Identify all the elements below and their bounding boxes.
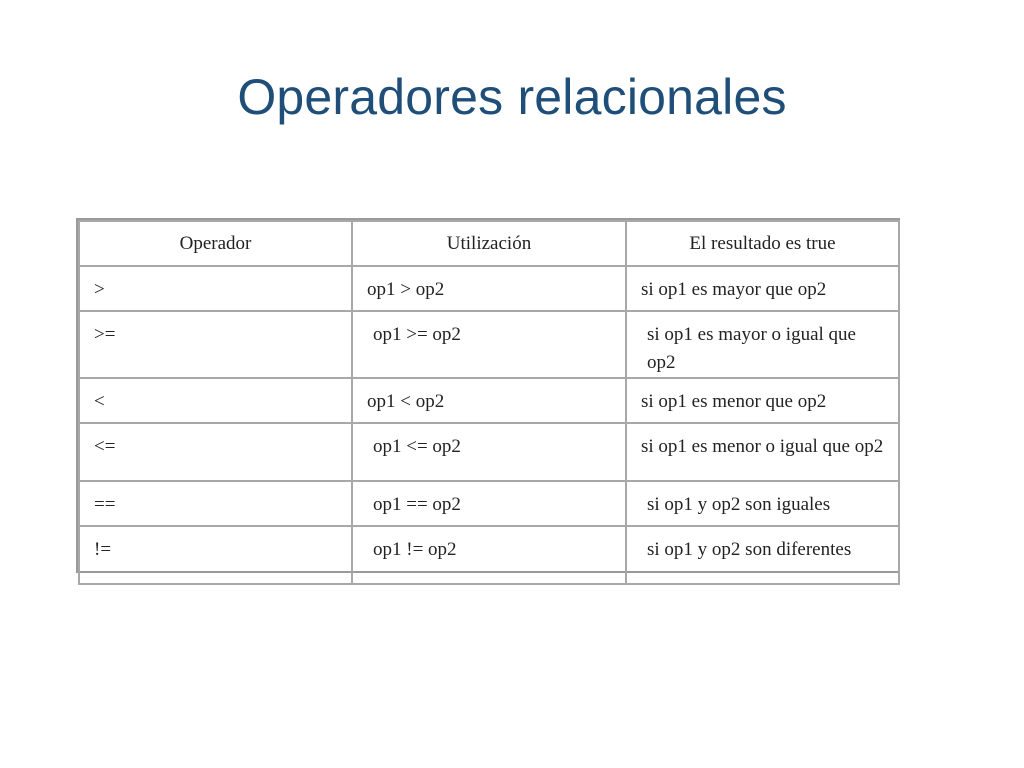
operators-table-container [76, 218, 900, 573]
column-header-operator: Operador [79, 221, 352, 266]
table-row [79, 481, 899, 526]
usage-cell [352, 266, 626, 311]
usage-cell [352, 423, 626, 481]
table-row [79, 266, 899, 311]
result-cell [626, 526, 899, 584]
usage-text: op1 < op2 [367, 391, 445, 412]
table-row [79, 526, 899, 584]
operators-table [78, 220, 900, 585]
table-header-row [79, 221, 899, 266]
operator-text: != [94, 539, 112, 560]
operator-cell [79, 311, 352, 378]
result-cell [626, 266, 899, 311]
result-cell [626, 311, 899, 378]
usage-text: op1 <= op2 [373, 436, 461, 457]
result-cell [626, 423, 899, 481]
usage-cell [352, 526, 626, 584]
operator-cell [79, 378, 352, 423]
result-text: si op1 y op2 son diferentes [647, 539, 852, 560]
operator-cell [79, 423, 352, 481]
operator-cell [79, 266, 352, 311]
slide-title: Operadores relacionales [237, 69, 787, 125]
operator-text: < [94, 391, 105, 412]
table-row [79, 311, 899, 378]
result-cell [626, 481, 899, 526]
usage-text: op1 == op2 [373, 494, 461, 515]
operator-text: >= [94, 324, 116, 345]
operator-cell [79, 481, 352, 526]
result-text: si op1 es menor que op2 [641, 391, 827, 412]
operator-text: <= [94, 436, 116, 457]
table-row [79, 378, 899, 423]
operator-cell [79, 526, 352, 584]
result-text: si op1 y op2 son iguales [647, 494, 831, 515]
usage-cell [352, 311, 626, 378]
usage-text: op1 != op2 [373, 539, 457, 560]
result-text: si op1 es menor o igual que op2 [641, 436, 884, 457]
operator-text: == [94, 494, 116, 515]
usage-cell [352, 481, 626, 526]
column-header-result: El resultado es true [626, 221, 899, 266]
usage-text: op1 > op2 [367, 279, 445, 300]
result-text: si op1 es mayor que op2 [641, 279, 827, 300]
result-cell [626, 378, 899, 423]
column-header-usage: Utilización [352, 221, 626, 266]
operator-text: > [94, 279, 105, 300]
usage-cell [352, 378, 626, 423]
result-text: si op1 es mayor o igual que op2 [647, 324, 861, 373]
usage-text: op1 >= op2 [373, 324, 461, 345]
table-row [79, 423, 899, 481]
